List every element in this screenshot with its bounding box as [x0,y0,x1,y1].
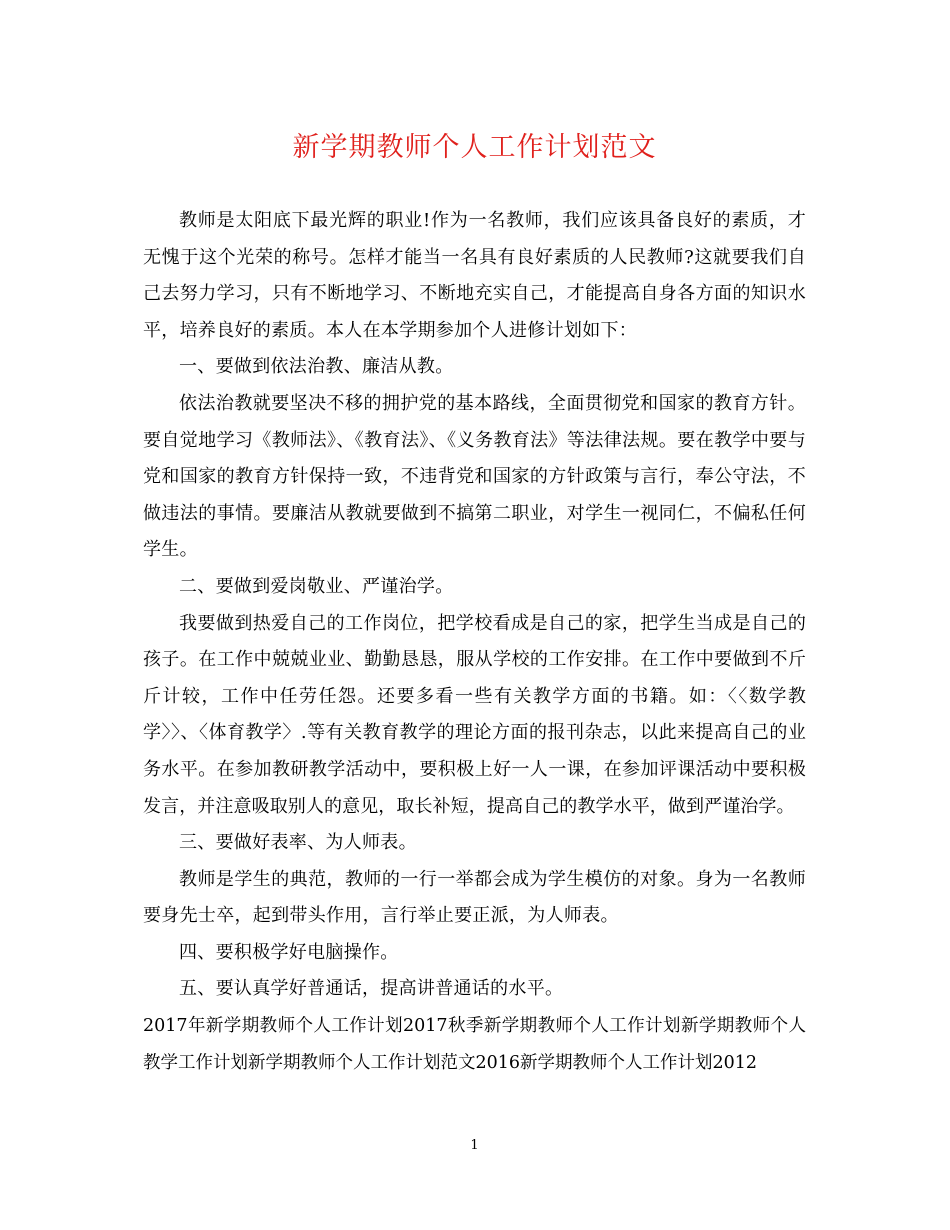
section-body-3: 教师是学生的典范，教师的一行一举都会成为学生模仿的对象。身为一名教师要身先士卒，起到带头作用，言行举止要正派，为人师表。 [143,868,806,927]
section-heading-1: 一、要做到依法治教、廉洁从教。 [179,356,454,378]
document-title: 新学期教师个人工作计划范文 [292,132,657,163]
section-body-1: 依法治教就要坚决不移的拥护党的基本路线，全面贯彻党和国家的教育方针。要自觉地学习《教师法》、《教育法》、《义务教育法》等法律法规。要在教学中要与党和国家的教育方针保持一致，不违背党和国家的方针政策与言行，奉公守法，不做违法的事情。要廉洁从教就要做到不搞第二职业，对学生一视同仁，不偏私任何学生。 [143,392,806,561]
related-articles-text: 2017年新学期教师个人工作计划2017秋季新学期教师个人工作计划新学期教师个人教学工作计划新学期教师个人工作计划范文2016新学期教师个人工作计划2012 [143,1016,806,1073]
section-heading-5: 五、要认真学好普通话，提高讲普通话的水平。 [179,978,564,1000]
document-page [143,0,806,1230]
section-heading-2: 二、要做到爱岗敬业、严谨治学。 [179,575,454,597]
section-body-2: 我要做到热爱自己的工作岗位，把学校看成是自己的家，把学生当成是自己的孩子。在工作中兢兢业业、勤勤恳恳，服从学校的工作安排。在工作中要做到不斤斤计较，工作中任劳任怨。还要多看一些有关教学方面的书籍。如：〈〈数学教学〉〉、〈体育教学〉.等有关教育教学的理论方面的报刊杂志，以此来提高自己的业务水平。在参加教研教学活动中，要积极上好一人一课，在参加评课活动中要积极发言，并注意吸取别人的意见，取长补短，提高自己的教学水平，做到严谨治学。 [143,612,806,817]
section-heading-4: 四、要积极学好电脑操作。 [179,941,399,963]
intro-paragraph: 教师是太阳底下最光辉的职业!作为一名教师，我们应该具备良好的素质，才无愧于这个光荣的称号。怎样才能当一名具有良好素质的人民教师?这就要我们自己去努力学习，只有不断地学习、不断地充实自己，才能提高自身各方面的知识水平，培养良好的素质。本人在本学期参加个人进修计划如下： [143,210,806,341]
section-heading-3: 三、要做好表率、为人师表。 [179,832,417,854]
document-body [143,203,806,1081]
page-number: 1 [470,1138,479,1153]
